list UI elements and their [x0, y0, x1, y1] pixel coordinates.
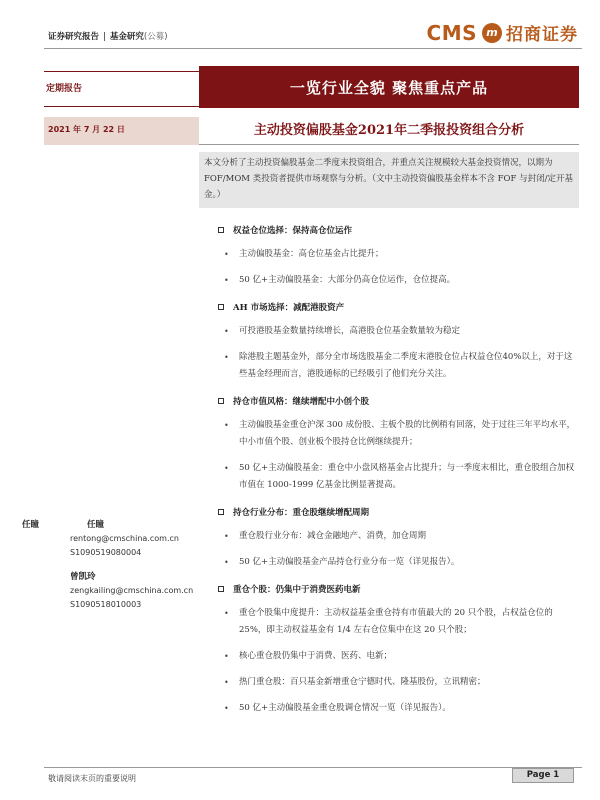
report-series: 证券研究报告: [48, 32, 100, 42]
bullet-item: • 主动偏股基金重仓沪深 300 成份股、主板个股的比例稍有回落，处于过往三年平均水平，中小市值个股、创业板个股持仓比例继续提升；: [205, 417, 577, 451]
report-summary: 本文分析了主动投资偏股基金二季度末投资组合，并重点关注规模较大基金投资情况，以期为 FOF/MOM 类投资者提供市场观察与分析。（文中主动投资偏股基金样本不含 FOF 与封闭/定开基金。）: [199, 152, 579, 208]
footer-divider: [44, 767, 582, 768]
report-type: (公募): [143, 32, 168, 42]
section-title: AH 市场选择：减配港股资产: [233, 303, 345, 313]
analyst-license: S1090518010003: [70, 600, 142, 609]
checkbox-bullet-icon: [218, 304, 224, 310]
section-market-cap-style: [205, 394, 577, 494]
checkbox-bullet-icon: [218, 227, 224, 233]
analyst-heading: 任瞳 任瞳: [22, 520, 105, 530]
analyst-email: zengkailing@cmschina.com.cn: [70, 586, 194, 595]
analyst-info: [22, 518, 192, 612]
bullet-item: • 50 亿+主动偏股基金产品持仓行业分布一览（详见报告）。: [205, 554, 577, 571]
section-title: 重仓个股：: [233, 585, 276, 595]
bullet-item: • 50 亿+主动偏股基金：重仓中小盘风格基金占比提升；与一季度末相比，重仓股组合加权市值在 1000-1999 亿基金比例显著提高。: [205, 460, 577, 494]
checkbox-bullet-icon: [218, 509, 224, 515]
section-ah-market: [205, 300, 577, 383]
checkbox-bullet-icon: [218, 398, 224, 404]
logo-brand: CMS: [426, 20, 477, 45]
page-number: Page 1: [512, 768, 574, 783]
bullet-item: • 重仓个股集中度提升：主动权益基金重仓持有市值最大的 20 只个股，占权益仓位的 25%，即主动权益基金有 1/4 左右仓位集中在这 20 只个股；: [205, 605, 577, 639]
report-title: 主动投资偏股基金2021年二季报投资组合分析: [199, 117, 579, 145]
bullet-item: • 核心重仓股仍集中于消费、医药、电新；: [205, 648, 577, 665]
company-logo: [427, 20, 578, 45]
section-heavy-holdings: [205, 582, 577, 717]
report-date-box: [44, 117, 199, 145]
analyst-name: 曾凯玲: [70, 572, 96, 582]
section-title: 权益仓位选择：保持高仓位运作: [233, 226, 353, 236]
bullet-item: • 50 亿+主动偏股基金重仓股调仓情况一览（详见报告）。: [205, 700, 577, 717]
section-title-plain: 仍集中于消费医药电新: [275, 585, 361, 595]
report-kind-label: 定期报告: [44, 71, 199, 107]
report-series-line: 证券研究报告 | 基金研究(公募): [48, 32, 168, 42]
bullet-item: • 主动偏股基金：高仓位基金占比提升；: [205, 246, 577, 263]
analyst-email: rentong@cmschina.com.cn: [70, 534, 179, 543]
report-category: 基金研究: [109, 32, 144, 42]
report-headline: 一览行业全貌 聚焦重点产品: [199, 66, 579, 108]
analyst-license: S1090519080004: [70, 548, 142, 557]
report-date: 2021 年 7 月 22 日: [48, 125, 125, 134]
bullet-item: • 50 亿+主动偏股基金：大部分仍高仓位运作，仓位提高。: [205, 272, 577, 289]
bullet-item: • 可投港股基金数量持续增长，高港股仓位基金数量较为稳定: [205, 323, 577, 340]
section-equity-position: [205, 223, 577, 289]
bullet-item: • 除港股主题基金外，部分全市场选股基金二季度末港股仓位占权益仓位40%以上，对于这些基金经理而言，港股通标的已经吸引了他们充分关注。: [205, 349, 577, 383]
header-divider: [44, 48, 582, 49]
disclaimer-note: 敬请阅读末页的重要说明: [48, 774, 136, 783]
checkbox-bullet-icon: [218, 586, 224, 592]
section-industry-distribution: [205, 505, 577, 571]
key-points: [205, 212, 577, 717]
bullet-item: • 重仓股行业分布：减仓金融地产、消费，加仓周期: [205, 528, 577, 545]
logo-mark-icon: m: [482, 23, 502, 43]
section-title: 持仓市值风格：继续增配中小创个股: [233, 397, 370, 407]
bullet-item: • 热门重仓股：百只基金新增重仓宁德时代、隆基股份，立讯精密；: [205, 674, 577, 691]
logo-chinese-name: 招商证券: [506, 25, 578, 45]
section-title: 持仓行业分布：重仓股继续增配周期: [233, 508, 370, 518]
